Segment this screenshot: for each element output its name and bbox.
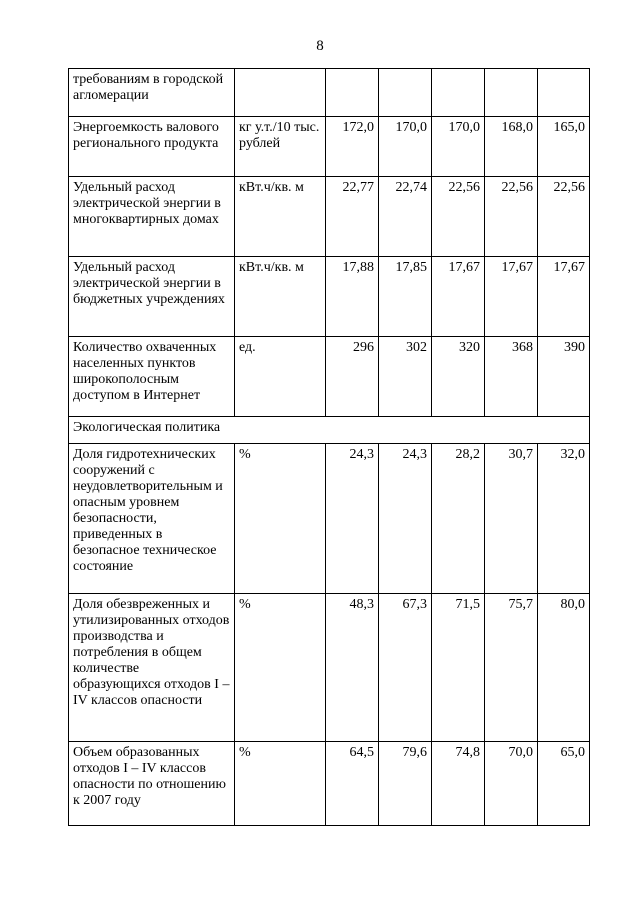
value-cell: 24,3 [326,444,379,594]
value-cell: 28,2 [432,444,485,594]
value-cell: 79,6 [379,742,432,826]
table-row [69,257,590,337]
value-cell: 390 [538,337,590,417]
unit-cell: % [235,742,326,826]
unit-cell: кВт.ч/кв. м [235,257,326,337]
value-cell: 80,0 [538,594,590,742]
value-cell: 17,85 [379,257,432,337]
value-cell: 368 [485,337,538,417]
section-title: Экологическая политика [69,417,590,444]
unit-cell [235,69,326,117]
section-row [69,417,590,444]
value-cell: 172,0 [326,117,379,177]
value-cell: 64,5 [326,742,379,826]
value-cell: 296 [326,337,379,417]
value-cell [379,69,432,117]
table-row [69,117,590,177]
value-cell: 65,0 [538,742,590,826]
value-cell: 168,0 [485,117,538,177]
table-row [69,742,590,826]
value-cell: 165,0 [538,117,590,177]
table-row [69,69,590,117]
value-cell: 22,56 [538,177,590,257]
unit-cell: % [235,444,326,594]
value-cell: 17,88 [326,257,379,337]
value-cell: 74,8 [432,742,485,826]
value-cell: 32,0 [538,444,590,594]
unit-cell: кВт.ч/кв. м [235,177,326,257]
value-cell: 48,3 [326,594,379,742]
value-cell [326,69,379,117]
value-cell: 320 [432,337,485,417]
table-row [69,177,590,257]
indicator-name-cell: Удельный расход электрической энергии в бюджетных учреждениях [69,257,235,337]
value-cell: 70,0 [485,742,538,826]
value-cell: 17,67 [538,257,590,337]
value-cell [432,69,485,117]
value-cell: 17,67 [485,257,538,337]
table-row [69,444,590,594]
value-cell: 75,7 [485,594,538,742]
page-number: 8 [316,38,324,54]
value-cell: 170,0 [432,117,485,177]
table-row [69,337,590,417]
indicator-name-cell: требованиям в городской агломерации [69,69,235,117]
table-row [69,594,590,742]
indicator-name-cell: Удельный расход электрической энергии в многоквартирных домах [69,177,235,257]
value-cell: 302 [379,337,432,417]
value-cell [485,69,538,117]
value-cell: 17,67 [432,257,485,337]
indicator-name-cell: Количество охваченных населенных пунктов широкополосным доступом в Интернет [69,337,235,417]
value-cell: 67,3 [379,594,432,742]
value-cell: 22,56 [432,177,485,257]
value-cell: 22,56 [485,177,538,257]
unit-cell: ед. [235,337,326,417]
value-cell: 170,0 [379,117,432,177]
unit-cell: кг у.т./10 тыс. рублей [235,117,326,177]
value-cell: 71,5 [432,594,485,742]
value-cell: 24,3 [379,444,432,594]
value-cell: 22,77 [326,177,379,257]
unit-cell: % [235,594,326,742]
value-cell: 22,74 [379,177,432,257]
indicator-name-cell: Объем образованных отходов I – IV классов опасности по отношению к 2007 году [69,742,235,826]
indicators-table [68,68,590,826]
value-cell [538,69,590,117]
indicator-name-cell: Доля гидротехнических сооружений с неудовлетворительным и опасным уровнем безопасности, приведенных в безопасное техническое состояние [69,444,235,594]
indicator-name-cell: Энергоемкость валового регионального продукта [69,117,235,177]
indicator-name-cell: Доля обезвреженных и утилизированных отходов производства и потребления в общем количестве образующихся отходов I – IV классов опасности [69,594,235,742]
value-cell: 30,7 [485,444,538,594]
